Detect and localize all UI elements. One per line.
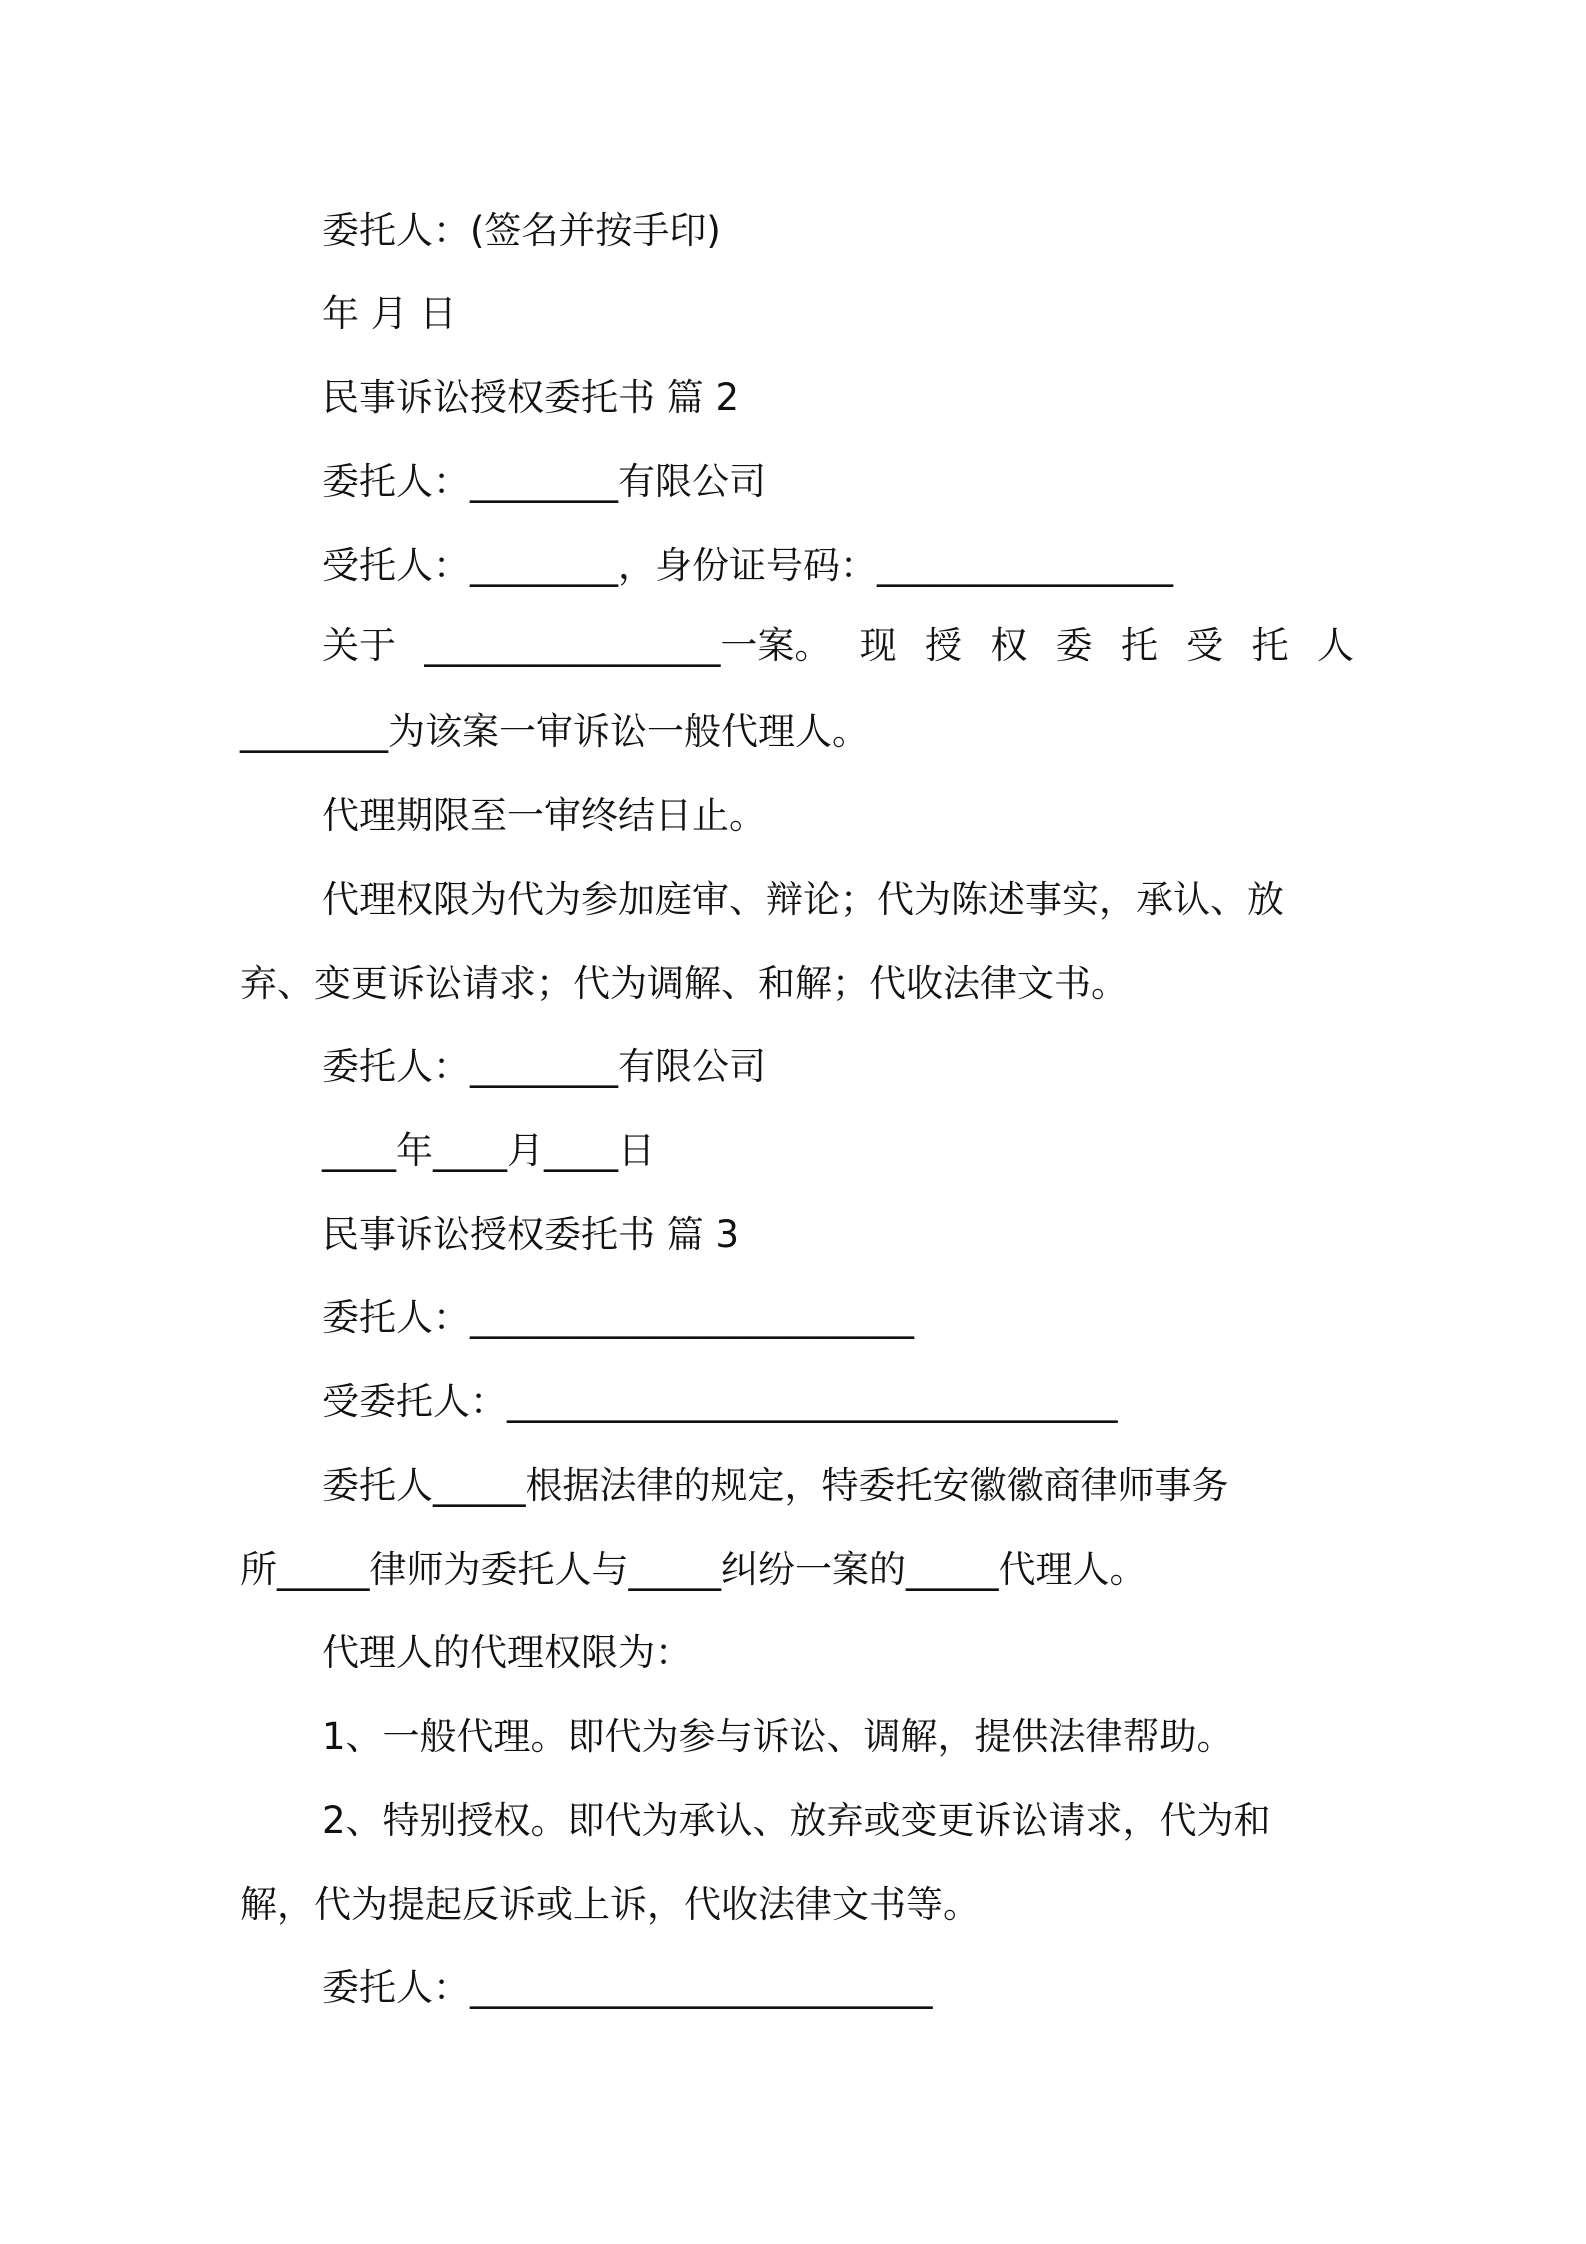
principal-company-line-2: 委托人：________有限公司 xyxy=(322,1045,766,1088)
scope-line-1: 代理权限为代为参加庭审、辩论；代为陈述事实，承认、放 xyxy=(322,878,1284,921)
special-authorization-line-1: 2、特别授权。即代为承认、放弃或变更诉讼请求，代为和 xyxy=(322,1799,1271,1842)
authority-heading: 代理人的代理权限为： xyxy=(322,1631,692,1674)
principal-final-line: 委托人：_________________________ xyxy=(322,1966,933,2009)
agent-designation-line: ________为该案一审诉讼一般代理人。 xyxy=(240,710,869,753)
case-part: 委 xyxy=(1055,624,1093,667)
term-line: 代理期限至一审终结日止。 xyxy=(322,794,766,837)
case-part: 人 xyxy=(1316,624,1354,667)
principal-blank-line: 委托人：________________________ xyxy=(322,1296,914,1339)
principal-signature-line: 委托人：(签名并按手印) xyxy=(322,209,721,252)
case-part: 托 xyxy=(1120,624,1158,667)
case-part: 托 xyxy=(1251,624,1289,667)
case-part: 关于 xyxy=(322,624,396,667)
section-heading-2: 民事诉讼授权委托书 篇 2 xyxy=(322,376,740,419)
general-agency-line: 1、一般代理。即代为参与诉讼、调解，提供法律帮助。 xyxy=(322,1715,1234,1758)
date-blank-line: ____年____月____日 xyxy=(322,1129,655,1172)
scope-line-2: 弃、变更诉讼请求；代为调解、和解；代收法律文书。 xyxy=(240,962,1128,1005)
law-firm-line-2: 所_____律师为委托人与_____纠纷一案的_____代理人。 xyxy=(240,1548,1147,1591)
case-part: 受 xyxy=(1186,624,1224,667)
case-part: 现 xyxy=(859,624,897,667)
case-part: ________________一案。 xyxy=(424,624,832,667)
case-part: 权 xyxy=(990,624,1028,667)
trustee-blank-line: 受委托人：_________________________________ xyxy=(322,1380,1118,1423)
date-line: 年 月 日 xyxy=(322,292,457,335)
principal-company-line: 委托人：________有限公司 xyxy=(322,460,766,503)
special-authorization-line-2: 解，代为提起反诉或上诉，代收法律文书等。 xyxy=(240,1883,980,1926)
case-authorization-line xyxy=(322,620,1354,672)
section-heading-3: 民事诉讼授权委托书 篇 3 xyxy=(322,1213,740,1256)
agent-id-line: 受托人：________，身份证号码：________________ xyxy=(322,544,1173,587)
law-firm-line-1: 委托人_____根据法律的规定，特委托安徽徽商律师事务 xyxy=(322,1464,1229,1507)
case-part: 授 xyxy=(924,624,962,667)
